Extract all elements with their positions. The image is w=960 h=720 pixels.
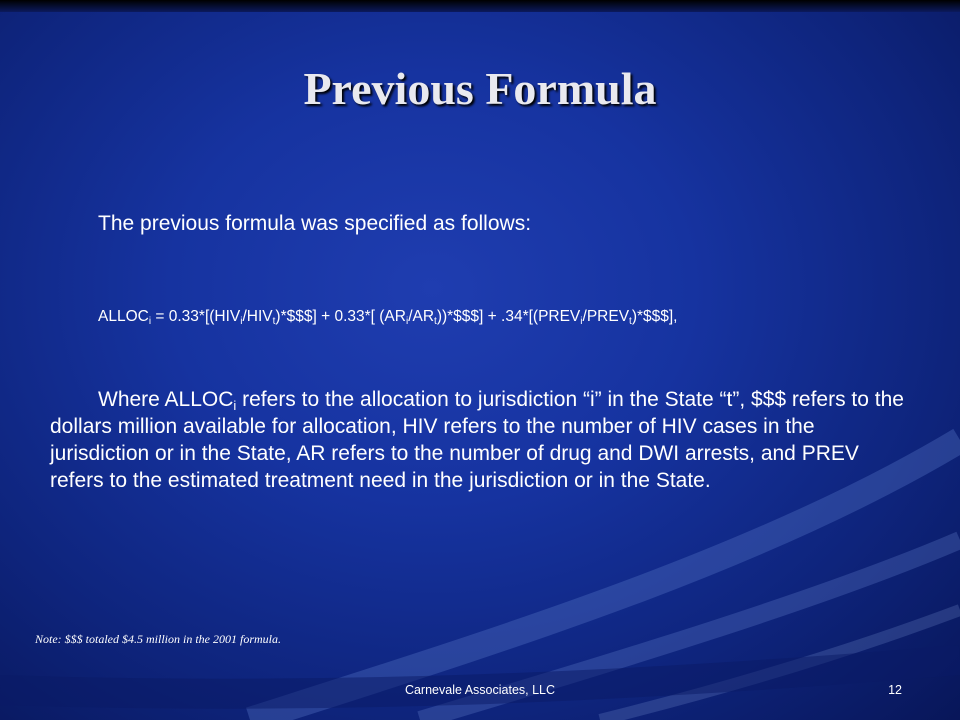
formula-part: )*$$$] + 0.33*[ (AR	[275, 308, 406, 325]
slide-title: Previous Formula	[303, 63, 657, 114]
description-paragraph	[50, 386, 910, 494]
footnote: Note: $$$ totaled $4.5 million in the 2001 formula.	[35, 632, 281, 646]
subscript: i	[405, 316, 409, 327]
allocation-formula	[98, 308, 677, 326]
subscript: t	[434, 316, 437, 327]
footer-company: Carnevale Associates, LLC	[404, 683, 556, 697]
description-text: Where ALLOC	[98, 388, 234, 411]
formula-part: )*$$$],	[631, 308, 678, 325]
subscript: i	[233, 398, 237, 413]
intro-text: The previous formula was specified as follows:	[98, 212, 532, 235]
formula-part: ALLOC	[98, 308, 149, 325]
subscript: i	[148, 316, 152, 327]
subscript: t	[272, 316, 276, 327]
formula-part: ))*$$$] + .34*[(PREV	[436, 308, 581, 325]
formula-part: /AR	[408, 308, 435, 325]
formula-part: = 0.33*[(HIV	[151, 308, 241, 325]
subscript: t	[629, 316, 632, 327]
formula-part: /HIV	[242, 308, 273, 325]
description-text: refers to the allocation to jurisdiction “i” in the State “t”, $$$ refers to the dollars million available for allocation, HIV refers to the number of HIV cases in the jurisdiction or in the State, AR refers to the number of drug and DWI arrests, and PREV refers to the estimated treatment need in the jurisdiction or in the State.	[50, 388, 904, 492]
formula-part: /PREV	[582, 308, 630, 325]
subscript: i	[240, 316, 243, 327]
subscript: i	[580, 316, 583, 327]
page-number: 12	[888, 683, 902, 697]
